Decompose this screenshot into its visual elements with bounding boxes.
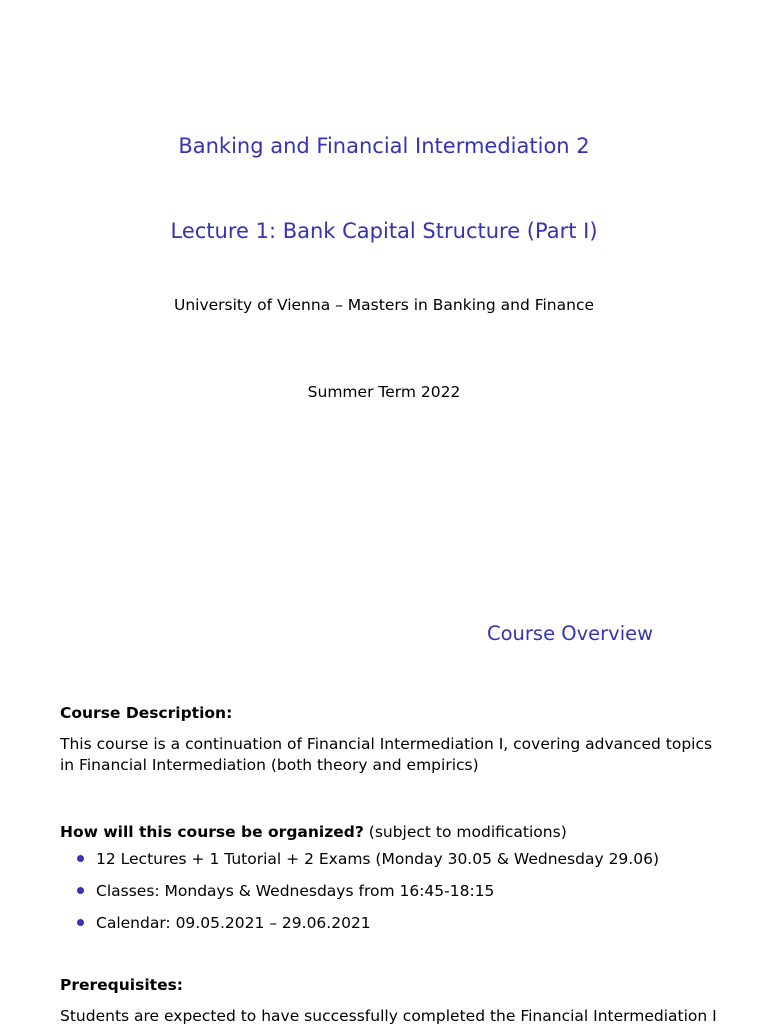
prerequisites-heading: Prerequisites: (60, 976, 184, 994)
list-item-text: Classes: Mondays & Wednesdays from 16:45-18:15 (96, 882, 495, 900)
bullet-icon (77, 887, 84, 894)
organization-list (60, 849, 659, 945)
list-item (60, 849, 659, 881)
list-item-text: 12 Lectures + 1 Tutorial + 2 Exams (Monday 30.05 & Wednesday 29.06) (96, 850, 659, 868)
list-item (60, 913, 659, 945)
description-heading: Course Description: (60, 704, 233, 722)
list-item (60, 881, 659, 913)
bullet-icon (77, 855, 84, 862)
term-text: Summer Term 2022 (307, 383, 461, 401)
institution-text: University of Vienna – Masters in Banking and Finance (173, 296, 595, 314)
organization-heading (60, 822, 720, 843)
organization-note: (subject to modifications) (363, 823, 567, 841)
lecture-series-title: Banking and Financial Intermediation 2 (178, 134, 590, 158)
lecture-title: Lecture 1: Bank Capital Structure (Part I) (170, 219, 598, 243)
list-item-text: Calendar: 09.05.2021 – 29.06.2021 (96, 914, 371, 932)
organization-heading-label: How will this course be organized? (60, 823, 364, 841)
frame-title: Course Overview (487, 622, 654, 645)
bullet-icon (77, 919, 84, 926)
description-text: This course is a continuation of Financial Intermediation I, covering advanced topics in Financial Intermediation (both theory and empirics) (60, 735, 713, 774)
prerequisites-text: Students are expected to have successfully completed the Financial Intermediation I (60, 1007, 717, 1025)
